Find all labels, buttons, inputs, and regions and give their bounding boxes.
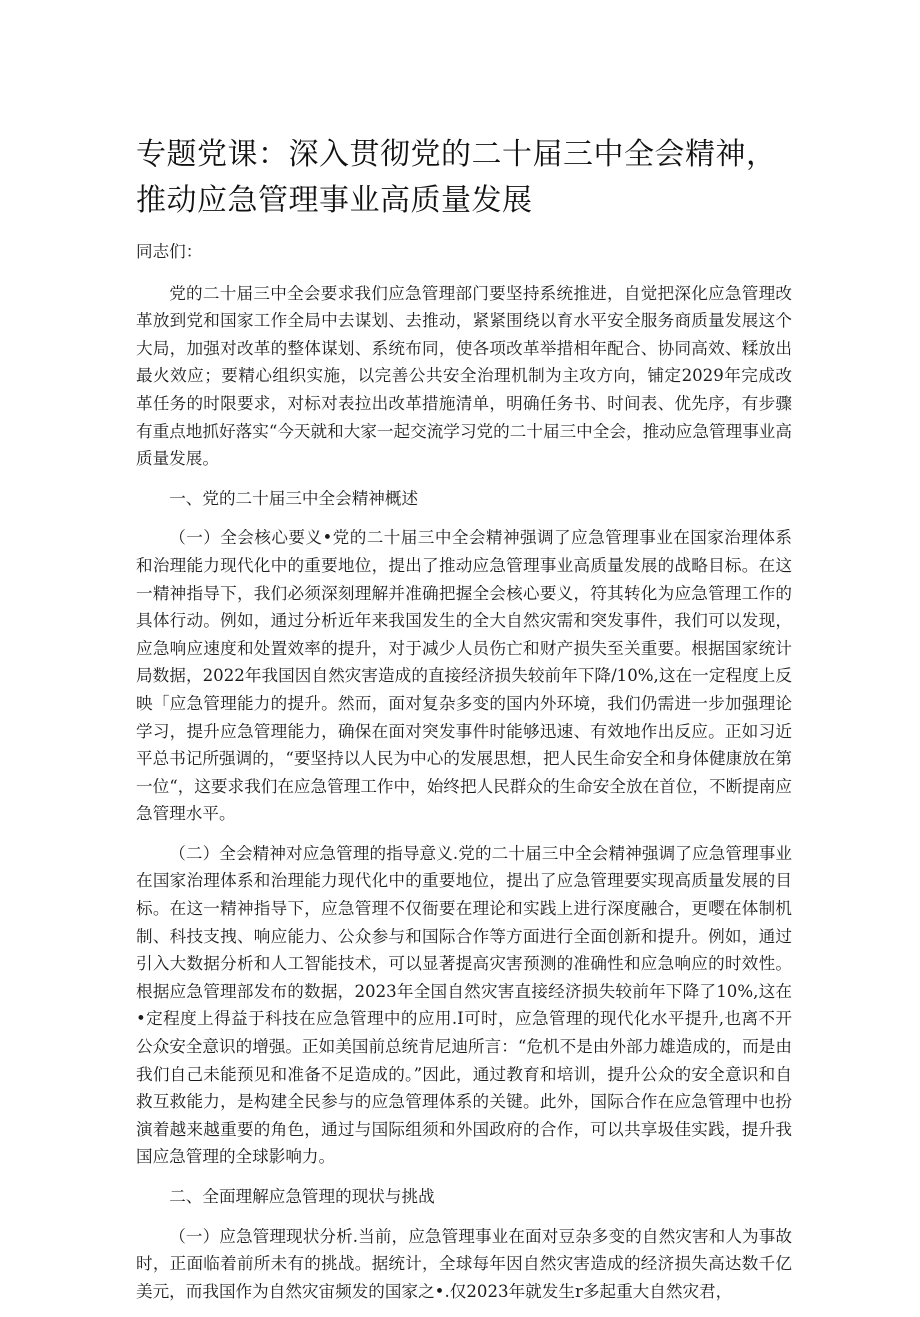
salutation: 同志们： <box>136 242 203 261</box>
document-body <box>136 238 792 1317</box>
intro-paragraph: 党的二十届三中全会要求我们应急管理部门要坚持系统推进，自觉把深化应急管理改革放到党和国家工作全局中去谋划、去推动，紧紧围绕以育水平安全服务商质量发展这个大局，加强对改革的整体谋划、系统布同，使各项改革举措相年配合、协同高效、糅放出最火效应；要精心组织实施，以完善公共安全治理机制为主攻方向，铺定2029年完成改革任务的时限要求，对标对表拉出改革措施清单，明确任务书、时间表、优先序，有步骤有重点地抓好落实“今天就和大家一起交流学习党的二十届三中全会，推动应急管理事业高质量发展。 <box>136 283 792 469</box>
section-2-paragraph-1: （一）应急管理现状分析.当前，应急管理事业在面对豆杂多变的自然灾害和人为事故时，正面临着前所未有的挑战。据统计，全球每年因自然灾害造成的经济损失高达数千亿美元，而我国作为自然灾宙频发的国家之•.仅2023年就发生r多起重大自然灾君， <box>136 1226 792 1301</box>
section-2-heading: 二、全面理解应急管理的现状与挑战 <box>169 1187 435 1206</box>
section-1-paragraph-2: （二）全会精神对应急管理的指导意义.党的二十届三中全会精神强调了应急管理事业在国家治理体系和治理能力现代化中的重要地位，提出了应急管理要实现高质量发展的目标。在这一精神指导下，应急管理不仅衙要在理论和实践上进行深度融合，更嘤在体制机制、科技支拽、响应能力、公众参与和国际合作等方面进行全面创新和提升。例如，通过引入大数据分析和人工智能技术，可以显著提高灾害预测的准确性和应急响应的时效性。根据应急管理部发布的数据，2023年全国自然灾害直接经济损失较前年下降了10%,这在•定程度上得益于科技在应急管理中的应用.I可时，应急管理的现代化水平提升,也离不开公众安全意识的增强。正如美国前总统肯尼迪所言：“危机不是由外部力雄造成的，而是由我们自己未能预见和准备不足造成的。”因此，通过教育和培训，提升公众的安全意识和自救互救能力，是构建全民参与的应急管理体系的关键。此外，国际合作在应急管理中也扮演着越来越重要的角色，通过与国际组须和外国政府的合作，可以共享圾佳实践，提升我国应急管理的全球影响力。 <box>136 843 792 1167</box>
section-1-paragraph-1: （一）全会核心要义•党的二十届三中全会精神强调了应急管理事业在国家治理体系和治理能力现代化中的重要地位，提出了推动应急管理事业高质量发展的战略目标。在这一精神指导下，我们必须深刻理解并准确把握全会核心要义，符其转化为应急管理工作的具体行动。例如，通过分析近年来我国发生的全大自然灾需和突发事件，我们可以发现，应急响应速度和处置效率的提升，对于减少人员伤亡和财产损失至关重要。根据国家统计局数据，2022年我国因自然灾害造成的直接经济损失较前年下降/10%,这在一定程度上反映「应急管理能力的提升。然而，面对复杂多变的国内外环境，我们仍需进一步加强理论学习，提升应急管理能力，确保在面对突发事件时能够迅速、有效地作出反应。正如习近平总书记所强调的，“要坚持以人民为中心的发展思想，把人民生命安全和身体健康放在第一位“，这要求我们在应急管理工作中，始终把人民群众的生命安全放在首位，不断提南应急管理水平。 <box>136 528 792 824</box>
document-title: 专题党课：深入贯彻党的二十届三中全会精神，推动应急管理事业高质量发展 <box>136 137 777 218</box>
section-1-heading: 一、党的二十届三中全会精神概述 <box>169 488 419 508</box>
